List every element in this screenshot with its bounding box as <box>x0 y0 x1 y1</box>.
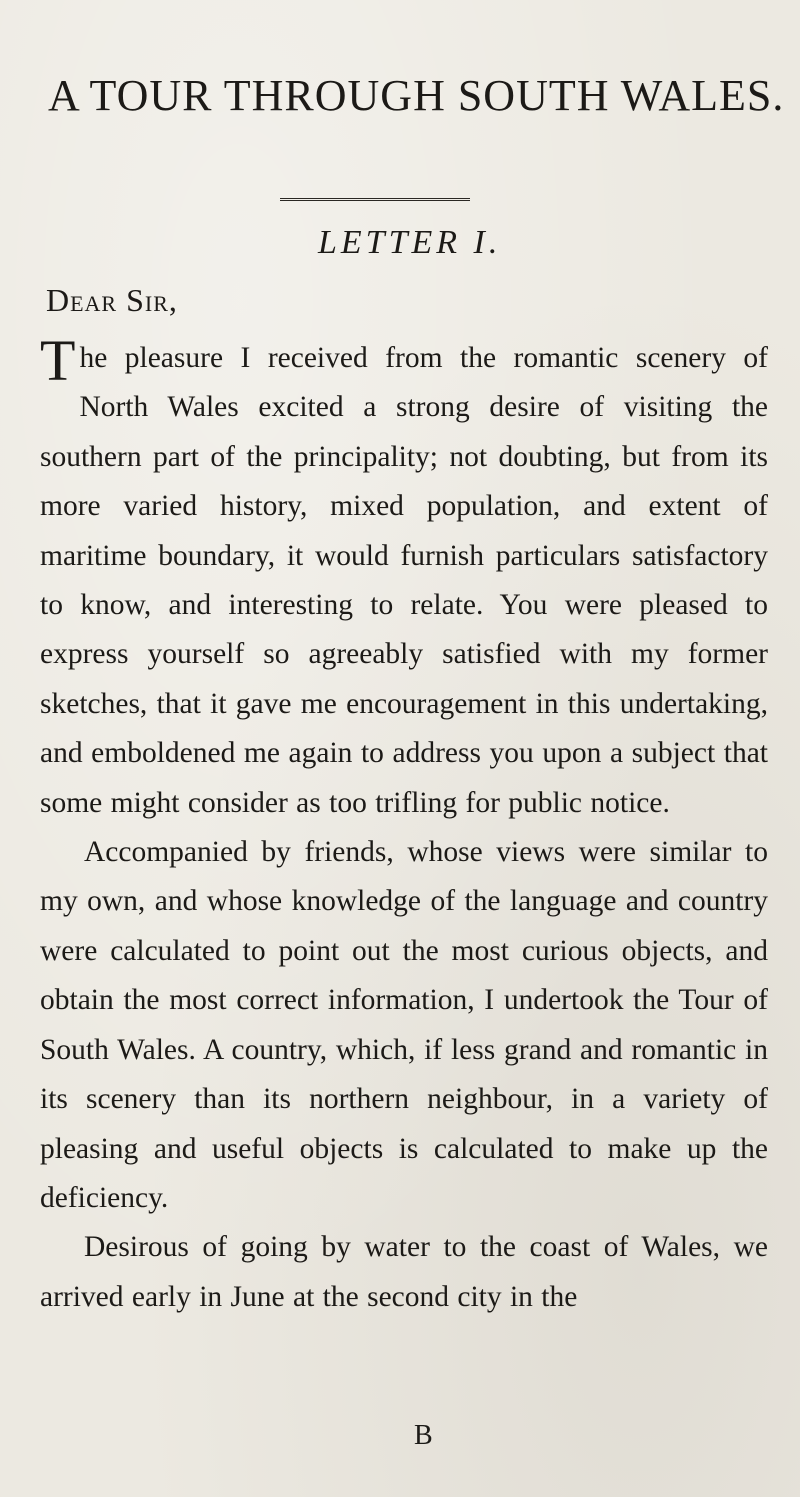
page-title: A TOUR THROUGH SOUTH WALES. <box>48 71 785 120</box>
decorative-rule <box>280 198 470 201</box>
letter-heading: LETTER I. <box>318 224 502 261</box>
paragraph-2: Accompanied by friends, whose views were similar to my own, and whose knowledge of the language and country were calculated to point out the most curious objects, and obtain the most correct information, I undertook the Tour of South Wales. A country, which, if less grand and romantic in its scenery than its northern neighbour, in a variety of pleasing and useful objects is calculated to make up the deficiency. <box>40 836 768 1214</box>
signature-mark: B <box>414 1420 433 1451</box>
letter-body <box>40 328 768 1322</box>
salutation: Dear Sir, <box>46 282 178 318</box>
paragraph-3: Desirous of going by water to the coast of Wales, we arrived early in June at the second city in the <box>40 1231 768 1313</box>
paragraph-1: The pleasure I received from the romantic scenery of North Wales excited a strong desire of visiting the southern part of the principality; not doubting, but from its more varied history, mixed population, and extent of maritime boundary, it would furnish particulars satisfactory to know, and interesting to relate. You were pleased to express yourself so agreeably satisfied with my former sketches, that it gave me encouragement in this undertaking, and emboldened me again to address you upon a subject that some might consider as too trifling for public notice. <box>40 328 768 819</box>
